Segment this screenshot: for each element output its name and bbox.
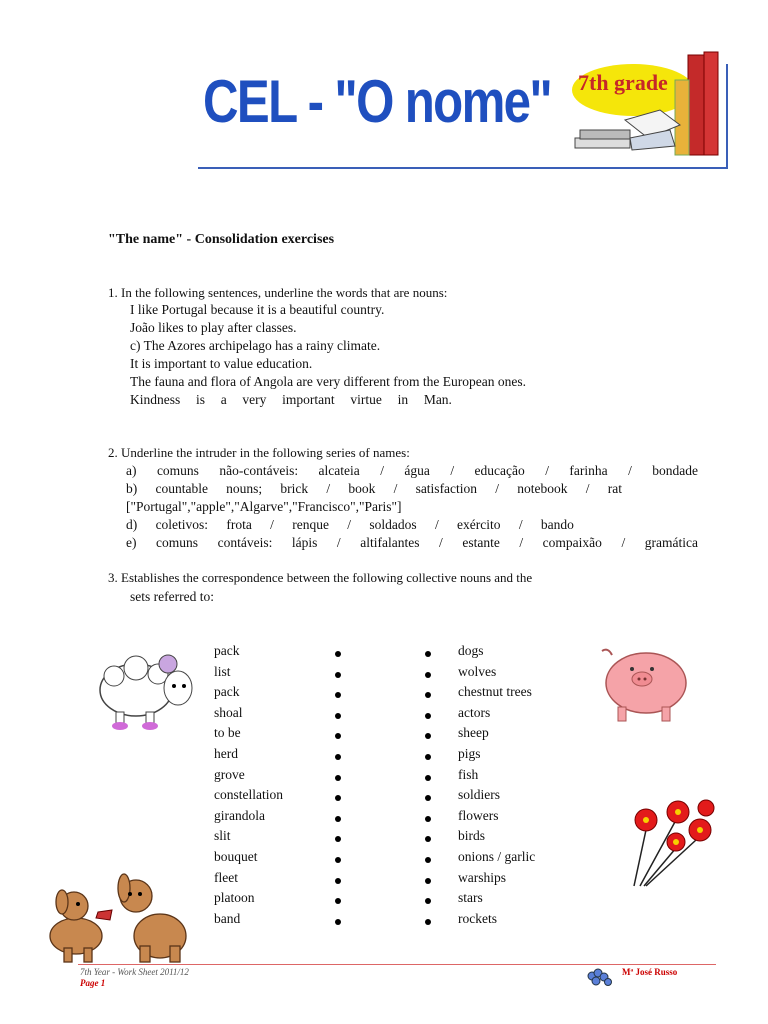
- word: a: [220, 392, 227, 407]
- collective-noun: pack: [214, 684, 240, 700]
- exercise-2-prompt: 2. Underline the intruder in the following series of names:: [108, 445, 410, 460]
- word: is: [195, 392, 205, 407]
- word: virtue: [350, 392, 382, 407]
- page-title: CEL - "O nome": [203, 68, 552, 135]
- exercise-2-line: [126, 481, 622, 497]
- collective-noun: shoal: [214, 704, 243, 720]
- series-token: /: [545, 463, 549, 478]
- match-dot-left[interactable]: [335, 919, 341, 925]
- match-dot-left[interactable]: [335, 836, 341, 842]
- series-token: comuns: [156, 535, 199, 550]
- word: Man.: [423, 392, 452, 407]
- books-illustration: [570, 50, 730, 160]
- dogs-illustration: [40, 866, 204, 966]
- exercise-2-line: [126, 463, 698, 479]
- set-referred: wolves: [458, 663, 497, 679]
- exercise-1-line: I like Portugal because it is a beautiful country.: [130, 302, 385, 317]
- match-dot-left[interactable]: [335, 754, 341, 760]
- set-referred: stars: [458, 890, 483, 906]
- series-token: b): [126, 481, 138, 496]
- series-token: contáveis:: [217, 535, 273, 550]
- match-dot-right[interactable]: [425, 733, 431, 739]
- series-token: rat: [607, 481, 622, 496]
- series-token: comuns: [156, 463, 199, 478]
- match-dot-right[interactable]: [425, 816, 431, 822]
- match-dot-right[interactable]: [425, 878, 431, 884]
- footer-divider: [78, 964, 716, 965]
- series-token: book: [348, 481, 376, 496]
- collective-noun: bouquet: [214, 849, 258, 864]
- series-token: coletivos:: [155, 517, 209, 532]
- match-dot-left[interactable]: [335, 651, 341, 657]
- match-dot-right[interactable]: [425, 836, 431, 842]
- match-dot-left[interactable]: [335, 775, 341, 781]
- series-token: farinha: [569, 463, 608, 478]
- pig-illustration: [598, 645, 690, 725]
- word: in: [397, 392, 409, 407]
- collective-noun: herd: [214, 746, 238, 761]
- collective-noun: girandola: [214, 807, 265, 823]
- match-dot-right[interactable]: [425, 795, 431, 801]
- collective-noun: fleet: [214, 869, 238, 885]
- series-token: educação: [474, 463, 525, 478]
- series-token: bando: [540, 517, 574, 532]
- series-token: /: [336, 535, 341, 550]
- series-token: renque: [292, 517, 329, 532]
- series-token: notebook: [517, 481, 568, 496]
- collective-noun: grove: [214, 766, 245, 782]
- series-token: /: [347, 517, 352, 532]
- footer-page-number: Page 1: [80, 978, 106, 988]
- series-token: /: [380, 463, 384, 478]
- match-dot-right[interactable]: [425, 713, 431, 719]
- series-token: exército: [457, 517, 501, 532]
- series-token: /: [439, 535, 443, 550]
- series-token: /: [495, 481, 500, 496]
- set-referred: dogs: [458, 643, 484, 658]
- series-token: e): [126, 535, 137, 550]
- set-referred: birds: [458, 828, 485, 844]
- series-token: altifalantes: [360, 535, 420, 550]
- match-dot-left[interactable]: [335, 795, 341, 801]
- series-token: bondade: [652, 463, 698, 478]
- match-dot-left[interactable]: [335, 816, 341, 822]
- worksheet-heading: "The name" - Consolidation exercises: [108, 232, 335, 247]
- series-token: soldados: [369, 517, 417, 532]
- match-dot-left[interactable]: [335, 898, 341, 904]
- match-dot-left[interactable]: [335, 878, 341, 884]
- match-dot-right[interactable]: [425, 651, 431, 657]
- series-token: d): [126, 517, 138, 532]
- collective-noun: constellation: [214, 787, 283, 803]
- exercise-1-line: c) The Azores archipelago has a rainy climate.: [130, 338, 381, 353]
- match-dot-left[interactable]: [335, 713, 341, 719]
- match-dot-right[interactable]: [425, 775, 431, 781]
- match-dot-right[interactable]: [425, 672, 431, 678]
- series-token: nouns;: [226, 481, 263, 496]
- exercise-1-line: [130, 392, 452, 408]
- set-referred: sheep: [458, 725, 489, 741]
- series-token: /: [450, 463, 455, 478]
- collective-noun: band: [214, 910, 241, 926]
- collective-noun: pack: [214, 643, 240, 658]
- exercise-1-line: It is important to value education.: [130, 356, 313, 371]
- exercise-3-prompt-continued: sets referred to:: [130, 589, 214, 604]
- set-referred: soldiers: [458, 787, 500, 803]
- series-token: brick: [280, 481, 309, 496]
- exercise-1-line: João likes to play after classes.: [130, 320, 297, 335]
- exercise-3-prompt: 3. Establishes the correspondence between the following collective nouns and the: [108, 570, 533, 585]
- series-token: estante: [462, 535, 500, 550]
- series-token: /: [621, 535, 626, 550]
- footer-worksheet-label: 7th Year - Work Sheet 2011/12: [80, 967, 189, 977]
- match-dot-right[interactable]: [425, 898, 431, 904]
- series-token: lápis: [291, 535, 318, 550]
- set-referred: actors: [458, 704, 491, 720]
- series-token: /: [270, 517, 274, 532]
- series-token: /: [518, 517, 523, 532]
- header-divider-vertical: [726, 64, 728, 169]
- exercise-2-line: [126, 535, 698, 551]
- set-referred: warships: [458, 869, 506, 885]
- set-referred: rockets: [458, 910, 497, 926]
- grade-label: 7th grade: [578, 70, 668, 95]
- series-token: gramática: [644, 535, 698, 550]
- flower-logo-icon: [586, 968, 616, 988]
- match-dot-right[interactable]: [425, 857, 431, 863]
- set-referred: chestnut trees: [458, 684, 532, 700]
- match-dot-right[interactable]: [425, 754, 431, 760]
- footer-author: Mª José Russo: [622, 967, 678, 977]
- exercise-1-prompt: 1. In the following sentences, underline the words that are nouns:: [108, 285, 448, 300]
- match-dot-right[interactable]: [425, 692, 431, 698]
- word: Kindness: [130, 392, 181, 407]
- sheep-illustration: [96, 650, 200, 736]
- exercise-2-line: [126, 517, 574, 533]
- series-token: água: [404, 463, 430, 478]
- collective-noun: list: [214, 663, 231, 679]
- match-dot-left[interactable]: [335, 672, 341, 678]
- series-token: /: [326, 481, 331, 496]
- collective-noun: to be: [214, 725, 241, 741]
- match-dot-left[interactable]: [335, 692, 341, 698]
- series-token: /: [519, 535, 524, 550]
- word: important: [282, 392, 335, 407]
- series-token: /: [585, 481, 590, 496]
- match-dot-left[interactable]: [335, 733, 341, 739]
- series-token: satisfaction: [415, 481, 478, 496]
- header-divider: [198, 167, 728, 169]
- series-token: countable: [155, 481, 208, 496]
- exercise-1-line: The fauna and flora of Angola are very different from the European ones.: [130, 374, 526, 389]
- set-referred: fish: [458, 766, 479, 782]
- series-token: /: [393, 481, 398, 496]
- word: very: [242, 392, 267, 407]
- series-token: alcateia: [318, 463, 360, 478]
- series-token: /: [628, 463, 632, 478]
- collective-noun: slit: [214, 828, 231, 844]
- set-referred: onions / garlic: [458, 849, 536, 864]
- match-dot-right[interactable]: [425, 919, 431, 925]
- match-dot-left[interactable]: [335, 857, 341, 863]
- set-referred: pigs: [458, 746, 481, 761]
- series-token: /: [434, 517, 439, 532]
- series-token: frota: [226, 517, 252, 532]
- collective-noun: platoon: [214, 890, 255, 906]
- series-token: compaixão: [542, 535, 602, 550]
- series-token: a): [126, 463, 137, 478]
- series-token: não-contáveis:: [219, 463, 299, 478]
- set-referred: flowers: [458, 807, 499, 823]
- flowers-illustration: [626, 790, 726, 890]
- exercise-2-line: ["Portugal","apple","Algarve","Francisco","Paris"]: [126, 499, 402, 514]
